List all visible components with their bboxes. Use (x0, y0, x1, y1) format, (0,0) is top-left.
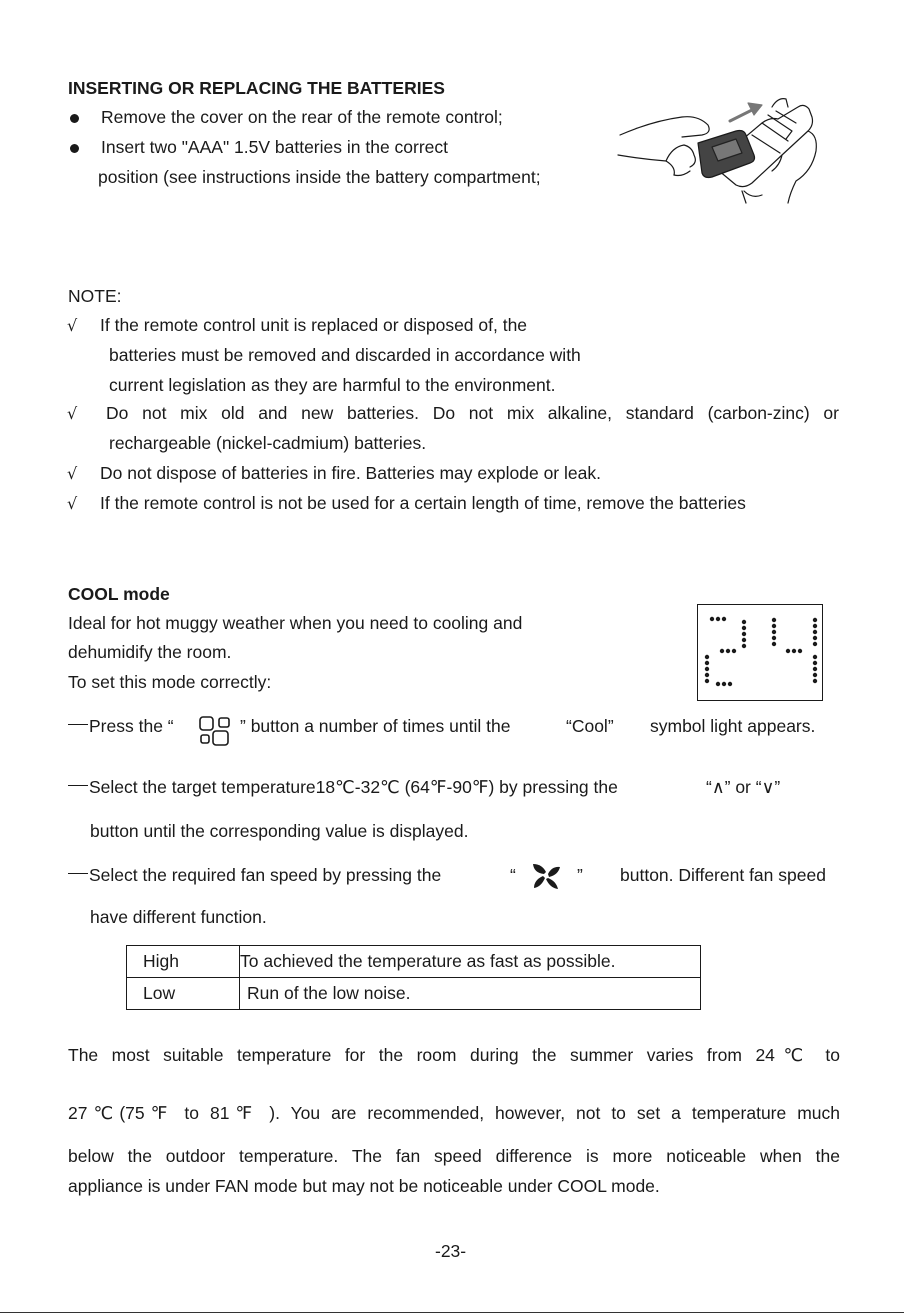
cool-mode-heading: COOL mode (68, 584, 170, 604)
step-2-line-2: button until the corresponding value is displayed. (90, 821, 469, 841)
step-1-text-d: symbol light appears. (650, 716, 816, 736)
summary-line-1: The most suitable temperature for the room during the summer varies from 24℃ to (68, 1045, 840, 1065)
page-number: -23- (435, 1241, 467, 1261)
bullet-dot (70, 114, 79, 123)
table-row (127, 946, 701, 978)
batteries-heading: INSERTING OR REPLACING THE BATTERIES (68, 78, 445, 98)
check-mark: √ (67, 404, 78, 423)
table-row (127, 978, 701, 1010)
note-item-1-line-2: batteries must be removed and discarded in accordance with (109, 345, 581, 365)
step-2-text-a: Select the target temperature18℃-32℃ (64℉-90℉) by pressing the (89, 777, 618, 797)
note-item-4: If the remote control is not be used for a certain length of time, remove the batteries (100, 493, 746, 513)
step-2-arrows: “∧” or “∨” (706, 777, 781, 797)
dash-bullet (68, 785, 88, 786)
seven-segment-display (697, 604, 823, 701)
note-item-2-line-1: Do not mix old and new batteries. Do not mix alkaline, standard (carbon-zinc) or (106, 403, 839, 423)
step-1-text-b: ” button a number of times until the (240, 716, 511, 736)
fan-function-cell: To achieved the temperature as fast as possible. (240, 946, 701, 978)
cool-intro-line-2: dehumidify the room. (68, 642, 232, 662)
display-digits-24 (698, 605, 822, 700)
mode-button-icon (198, 715, 234, 747)
bullet-dot (70, 144, 79, 153)
step-1-cool-symbol: “Cool” (566, 716, 614, 736)
battery-bullet-2-line-1: Insert two "AAA" 1.5V batteries in the correct (101, 137, 449, 157)
note-item-1-line-3: current legislation as they are harmful to the environment. (109, 375, 556, 395)
check-mark: √ (67, 464, 78, 483)
step-3-line-2: have different function. (90, 907, 267, 927)
remote-battery-illustration (612, 95, 822, 205)
cool-intro-line-1: Ideal for hot muggy weather when you need to cooling and (68, 613, 523, 633)
cool-intro-line-3: To set this mode correctly: (68, 672, 272, 692)
summary-line-4: appliance is under FAN mode but may not be noticeable under COOL mode. (68, 1176, 660, 1196)
battery-bullet-1: Remove the cover on the rear of the remote control; (101, 107, 503, 127)
fan-function-cell: Run of the low noise. (240, 978, 701, 1010)
cool-step-3 (68, 865, 441, 886)
dash-bullet (68, 724, 88, 725)
step-3-open-quote: “ (510, 865, 516, 885)
note-item-2-line-2: rechargeable (nickel-cadmium) batteries. (109, 433, 427, 453)
fan-speed-icon (530, 861, 562, 891)
fan-speed-table (126, 945, 701, 1010)
step-3-text-a: Select the required fan speed by pressing the (89, 865, 442, 885)
cool-step-2 (68, 777, 618, 798)
note-item-1-line-1: If the remote control unit is replaced or disposed of, the (100, 315, 528, 335)
cool-step-1 (68, 716, 174, 737)
step-3-close-quote: ” (577, 865, 583, 885)
note-heading: NOTE: (68, 286, 122, 306)
dash-bullet (68, 873, 88, 874)
battery-bullet-2-line-2: position (see instructions inside the battery compartment; (98, 167, 541, 187)
bottom-rule (0, 1312, 904, 1313)
fan-speed-cell: High (127, 946, 240, 978)
step-1-text-a: Press the “ (89, 716, 174, 736)
fan-speed-cell: Low (127, 978, 240, 1010)
note-item-3: Do not dispose of batteries in fire. Batteries may explode or leak. (100, 463, 601, 483)
summary-line-2: 27℃(75℉ to 81℉ ). You are recommended, however, not to set a temperature much (68, 1103, 840, 1123)
check-mark: √ (67, 494, 78, 513)
step-3-text-b: button. Different fan speed (620, 865, 826, 885)
summary-line-3: below the outdoor temperature. The fan speed difference is more noticeable when the (68, 1146, 840, 1166)
check-mark: √ (67, 316, 78, 335)
